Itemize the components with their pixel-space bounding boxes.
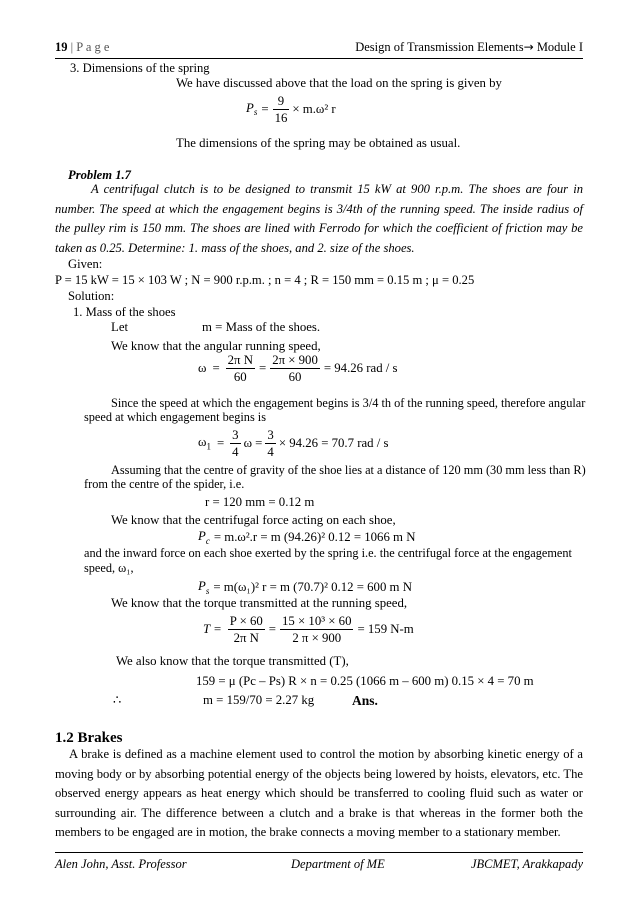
torque-result: = 159 N-m <box>357 622 414 636</box>
solution-label: Solution: <box>68 289 115 303</box>
inward-force-line-1: and the inward force on each shoe exerted by the spring i.e. the centrifugal force at the engagement <box>84 546 572 560</box>
omega-frac1-den: 60 <box>233 370 247 384</box>
omega1-frac2-den: 4 <box>267 445 274 459</box>
header-title-text: Design of Transmission Elements <box>355 40 524 54</box>
omega1-frac-2 <box>265 428 275 459</box>
pc-equation <box>198 529 415 547</box>
page-word: | P a g e <box>70 40 110 54</box>
let-label: Let <box>111 320 129 334</box>
mass-result: m = 159/70 = 2.27 kg <box>203 693 315 707</box>
torque-frac2-den: 2 π × 900 <box>292 631 342 645</box>
omega-frac2-den: 60 <box>288 370 302 384</box>
omega1-symbol: ω <box>198 435 207 450</box>
eq-sign: = <box>261 102 269 116</box>
mass-definition: m = Mass of the shoes. <box>202 320 321 334</box>
ps2-rhs: = m(ω₁)² r = m (70.7)² 0.12 = 600 m N <box>213 580 412 595</box>
torque-frac1-den: 2π N <box>233 631 259 645</box>
omega-equation <box>198 353 398 384</box>
omega1-frac1-num: 3 <box>232 428 239 442</box>
header-module: Module I <box>536 40 583 54</box>
spring-dimensions-note: The dimensions of the spring may be obtained as usual. <box>176 136 461 150</box>
angular-speed-intro: We know that the angular running speed, <box>111 339 321 353</box>
torque-final-equation: 159 = μ (Pc – Ps) R × n = 0.25 (1066 m – 600 m) 0.15 × 4 = 70 m <box>196 674 534 688</box>
brakes-paragraph: A brake is defined as a machine element used to control the motion by absorbing kinetic energy of a moving body or by absorbing potential energy of the objects being lowered by hoists, elevators, etc. The observed energy appears as heat energy which should be transferred to cooling fluid such as water or surrounding air. The difference between a clutch and a brake is that whereas in the former both the members to be engaged are in motion, the brake connects a moving member to a stationary member. <box>55 747 583 840</box>
spring-load-intro: We have discussed above that the load on the spring is given by <box>176 76 502 90</box>
ps-rhs: × m.ω² r <box>292 102 336 116</box>
given-values: P = 15 kW = 15 × 103 W ; N = 900 r.p.m. ; n = 4 ; R = 150 mm = 0.15 m ; μ = 0.25 <box>55 273 475 287</box>
pc-rhs: = m.ω².r = m (94.26)² 0.12 = 1066 m N <box>213 530 416 545</box>
torque-frac2-num: 15 × 10³ × 60 <box>282 614 352 628</box>
omega1-mid: ω = <box>243 436 263 450</box>
arrow-icon: → <box>523 40 534 54</box>
omega1-frac-1 <box>230 428 240 459</box>
centre-of-gravity-line-1: Assuming that the centre of gravity of the shoe lies at a distance of 120 mm (30 mm less than R) <box>111 463 586 477</box>
torque-also-line: We also know that the torque transmitted (T), <box>116 654 349 668</box>
omega1-frac1-den: 4 <box>232 445 239 459</box>
problem-title-text: Problem 1.7 <box>68 168 131 182</box>
torque-lhs: T = <box>203 622 222 636</box>
omega1-frac2-num: 3 <box>267 428 274 442</box>
centrifugal-force-intro: We know that the centrifugal force acting on each shoe, <box>111 513 396 527</box>
header-title <box>355 40 583 55</box>
ps2-sub: s <box>205 585 210 596</box>
engagement-speed-line-1: Since the speed at which the engagement begins is 3/4 th of the running speed, therefore angular <box>111 396 586 410</box>
omega-eq-sign: = <box>212 361 220 375</box>
footer-author: Alen John, Asst. Professor <box>55 857 187 871</box>
omega1-result: × 94.26 = 70.7 rad / s <box>278 436 389 450</box>
omega-eq-sign-2: = <box>258 361 267 375</box>
header-divider <box>55 58 583 59</box>
inward-force-line-2: speed, ω₁, <box>84 561 134 575</box>
page-number-value: 19 <box>55 40 68 54</box>
frac-num: 9 <box>273 94 290 110</box>
torque-frac-1 <box>228 614 265 645</box>
omega1-eq-sign: = <box>216 436 225 450</box>
engagement-speed-line-2: speed at which engagement begins is <box>84 410 267 424</box>
omega1-equation <box>198 428 389 459</box>
torque-intro: We know that the torque transmitted at the running speed, <box>111 596 408 610</box>
ps-symbol: P <box>246 100 254 115</box>
torque-eq-sign: = <box>268 622 277 636</box>
ps-sub: s <box>253 107 258 118</box>
omega-frac-1 <box>226 353 255 384</box>
footer-divider <box>55 852 583 853</box>
footer-department: Department of ME <box>291 857 385 871</box>
torque-frac1-num: P × 60 <box>229 614 263 628</box>
answer-label: Ans. <box>352 693 378 708</box>
fraction-9-16 <box>273 94 290 125</box>
omega-result: = 94.26 rad / s <box>323 361 398 375</box>
spring-load-equation <box>246 94 336 125</box>
torque-equation <box>203 614 414 645</box>
centre-of-gravity-line-2: from the centre of the spider, i.e. <box>84 477 245 491</box>
torque-frac-2 <box>280 614 353 645</box>
pc-symbol: P <box>198 529 206 543</box>
omega-symbol: ω <box>198 361 207 375</box>
omega1-sub: 1 <box>206 441 211 452</box>
ps-equation <box>198 579 412 597</box>
therefore-symbol: ∴ <box>113 693 122 708</box>
given-label: Given: <box>68 257 103 271</box>
ps2-symbol: P <box>198 579 206 593</box>
footer-college: JBCMET, Arakkapady <box>470 857 583 871</box>
problem-statement: A centrifugal clutch is to be designed to transmit 15 kW at 900 r.p.m. The shoes are four in number. The speed at which the engagement begins is 3/4th of the running speed. The inside radius of the pulley rim is 150 mm. The shoes are lined with Ferrodo for which the coefficient of friction may be taken as 0.25. Determine: 1. mass of the shoes, and 2. size of the shoes. <box>55 182 583 255</box>
pc-sub: c <box>205 535 210 546</box>
section-3-heading: 3. Dimensions of the spring <box>70 61 210 75</box>
omega-frac1-num: 2π N <box>227 353 253 367</box>
frac-den: 16 <box>274 111 288 125</box>
page-number <box>55 40 109 55</box>
omega-frac2-num: 2π × 900 <box>272 353 318 367</box>
omega-frac-2 <box>270 353 320 384</box>
step-1-heading: 1. Mass of the shoes <box>73 305 176 319</box>
brakes-heading: 1.2 Brakes <box>55 730 123 746</box>
radius-equation: r = 120 mm = 0.12 m <box>205 495 315 509</box>
